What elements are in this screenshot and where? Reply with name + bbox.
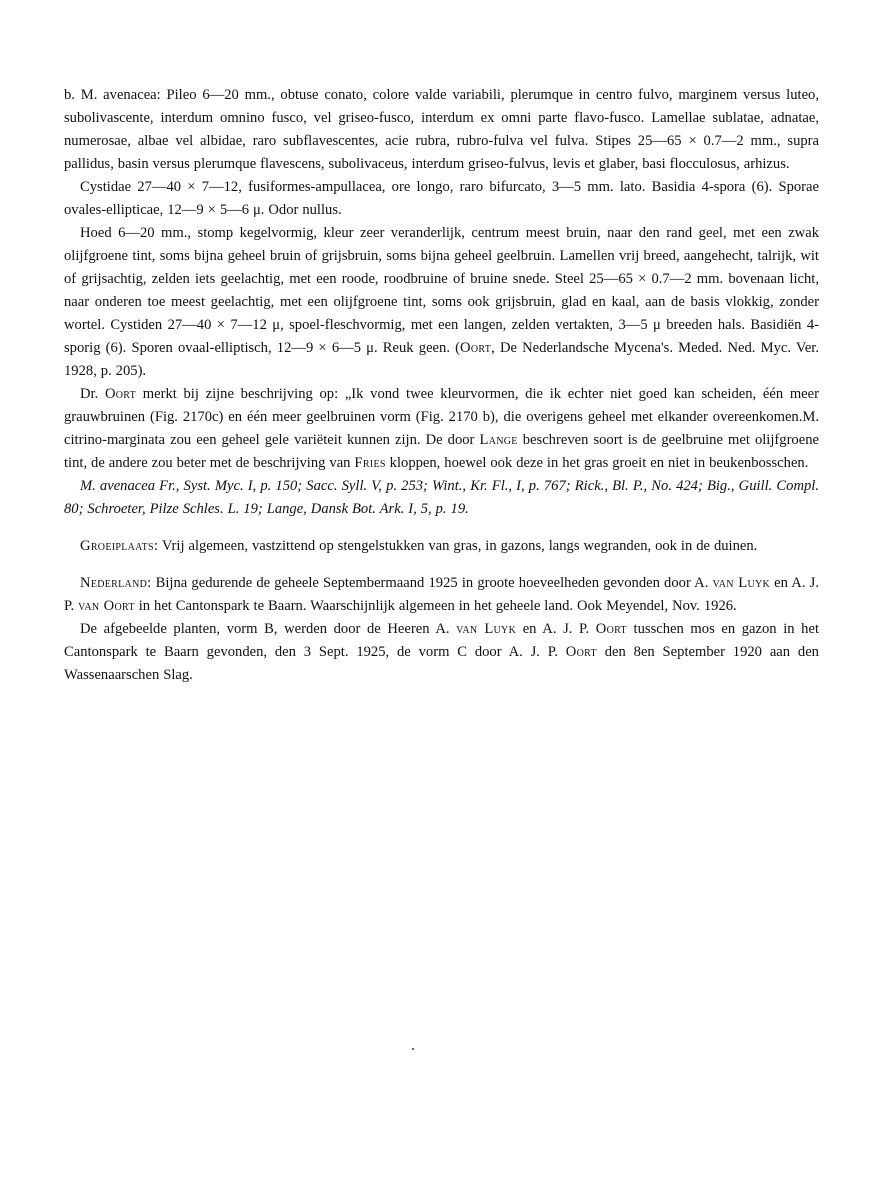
nederland-text-a: Bijna gedurende de geheele Septembermaand 1925 in groote hoeveelheden gevonden door A.	[151, 575, 713, 591]
oort-text-b: merkt bij zijne beschrijving op: „Ik vond twee kleurvormen, die ik echter niet goed kan scheiden, één meer grauwbruinen (Fig. 2170c) en één meer geelbruinen vorm (Fig. 2170 b), die overigens geheel met elkander overeenkomen.M. citrino-marginata zou een geheel gele variëteit kunnen zijn. De door	[64, 386, 819, 448]
nederland-label: Nederland:	[80, 575, 152, 591]
author-oort: Oort	[595, 621, 627, 637]
author-oort: Oort	[104, 386, 137, 402]
latin-description: b. M. avenacea: Pileo 6—20 mm., obtuse conato, colore valde variabili, plerumque in centro fulvo, marginem versus luteo, subolivascente, interdum omnino fusco, vel griseo-fusco, interdum ex omni parte flavo-fusco. Lamellae sublatae, adnatae, numerosae, albae vel albidae, raro subflavescentes, acie rubra, rubro-fulva vel fulva. Stipes 25—65 × 0.7—2 mm., supra pallidus, basin versus plerumque flavescens, subolivaceus, interdum griseo-fulvus, levis et glaber, basi flocculosus, arhizus.	[64, 87, 819, 172]
author-lange: Lange	[479, 432, 518, 448]
oort-text-d: kloppen, hoewel ook deze in het gras groeit en niet in beukenbosschen.	[385, 455, 809, 471]
author-oort: Oort	[460, 340, 492, 356]
groeiplaats-label: Groeiplaats:	[80, 538, 159, 554]
author-oort: Oort	[565, 644, 597, 660]
afg-text-b: en A. J. P.	[516, 621, 596, 637]
afgebeelde-section	[64, 618, 819, 687]
dutch-desc-text-a: Hoed 6—20 mm., stomp kegelvormig, kleur zeer veranderlijk, centrum meest bruin, naar den rand geel, met een zwak olijfgroene tint, soms bijna geheel bruin of grijsbruin, soms bijna geheel geelbruin. Lamellen vrij breed, aangehecht, talrijk, wit of grijsachtig, zelden iets geelachtig, met een roode, roodbruine of bruine snede. Steel 25—65 × 0.7—2 mm. bovenaan licht, naar onderen toe meest geelachtig, met een olijfgroene tint, soms ook grijsbruin, glad en kaal, aan de basis vlokkig, zonder wortel. Cystiden 27—40 × 7—12 μ, spoel-fleschvormig, met een langen, zelden vertakten, 3—5 μ breeden hals. Basidiën 4-sporig (6). Sporen ovaal-elliptisch, 12—9 × 6—5 μ. Reuk geen. (	[64, 225, 819, 356]
latin-cystidia: Cystidae 27—40 × 7—12, fusiformes-ampullacea, ore longo, raro bifurcato, 3—5 mm. lato. Basidia 4-spora (6). Sporae ovales-ellipticae, 12—9 × 5—6 μ. Odor nullus.	[64, 179, 819, 218]
oort-remark	[64, 383, 819, 475]
nederland-text-c: in het Cantonspark te Baarn. Waarschijnlijk algemeen in het geheele land. Ook Meyendel, Nov. 1926.	[134, 598, 737, 614]
author-fries: Fries	[354, 455, 386, 471]
oort-text-a: Dr.	[80, 386, 105, 402]
references: M. avenacea Fr., Syst. Myc. I, p. 150; Sacc. Syll. V, p. 253; Wint., Kr. Fl., I, p. 767; Rick., Bl. P., No. 424; Big., Guill. Compl. 80; Schroeter, Pilze Schles. L. 19; Lange, Dansk Bot. Ark. I, 5, p. 19.	[64, 478, 819, 517]
author-van-oort: van Oort	[78, 598, 135, 614]
afg-text-d: den 8en September 1920 aan den Wassenaarschen Slag.	[64, 644, 819, 683]
oort-text-c: beschreven soort is de geelbruine met olijfgroene tint, de andere zou beter met de beschrijving van	[64, 432, 819, 471]
afg-text-c: tusschen mos en gazon in het Cantonspark te Baarn gevonden, den 3 Sept. 1925, de vorm C door A. J. P.	[64, 621, 820, 660]
groeiplaats-section	[64, 535, 819, 558]
nederland-section	[64, 572, 819, 618]
spacer	[64, 521, 819, 535]
author-van-luyk: van Luyk	[456, 621, 517, 637]
spacer	[64, 558, 819, 572]
speck-mark	[412, 1048, 414, 1050]
groeiplaats-text: Vrij algemeen, vastzittend op stengelstukken van gras, in gazons, langs wegranden, ook in de duinen.	[158, 538, 758, 554]
afg-text-a: De afgebeelde planten, vorm B, werden door de Heeren A.	[80, 621, 457, 637]
author-van-luyk: van Luyk	[712, 575, 771, 591]
nederland-text-b: en A. J. P.	[64, 575, 819, 614]
dutch-description	[64, 222, 819, 383]
dutch-desc-text-b: , De Nederlandsche Mycena's. Meded. Ned. Myc. Ver. 1928, p. 205).	[64, 340, 820, 379]
